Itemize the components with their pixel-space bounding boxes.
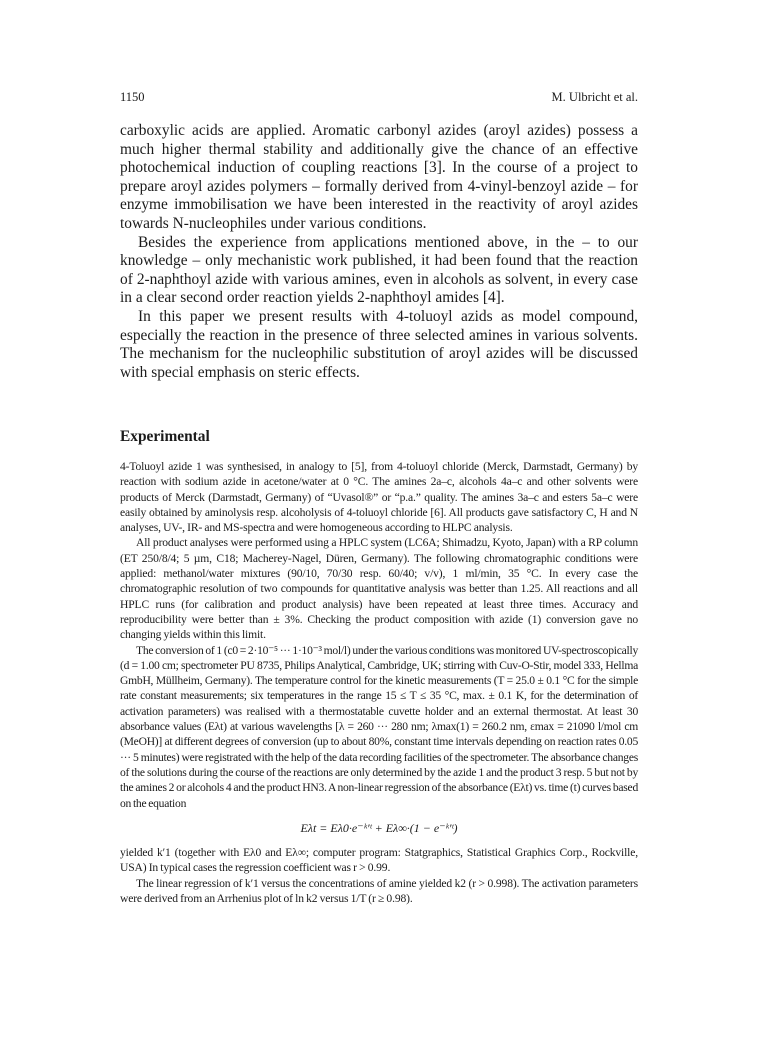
running-author: M. Ulbricht et al. [551, 90, 638, 104]
result-paragraph: yielded k′1 (together with Eλ0 and Eλ∞; computer program: Statgraphics, Statistical Graphics Corp., Rockville, USA) In typical cases the regression coefficient was r > 0.99. [120, 846, 638, 875]
page-number: 1150 [120, 90, 145, 104]
intro-text [120, 122, 638, 382]
experimental-paragraph: The conversion of 1 (c0 = 2·10⁻⁵ ··· 1·10⁻³ mol/l) under the various conditions was monitored UV-spectroscopically (d = 1.00 cm; spectrometer PU 8735, Philips Analytical, Cambridge, UK; stirring with Cuv-O-Stir, model 333, Hellma GmbH, Müllheim, Germany). The temperature control for the kinetic measurements (T = 25.0 ± 0.1 °C for the simple rate constant measurements; six temperatures in the range 15 ≤ T ≤ 35 °C, max. ± 0.1 K, for the determination of activation parameters) was realised with a thermostatable cuvette holder and an external thermostat. At least 30 absorbance values (Eλt) at various wavelengths [λ = 260 ··· 280 nm; λmax(1) = 260.2 nm, εmax = 21090 l/mol cm (MeOH)] at different degrees of conversion (up to about 80%, constant time intervals depending on reaction rates 0.05 ··· 5 minutes) were registrated with the help of the data recording facilities of the spectrometer. The absorbance changes of the solutions during the course of the reactions are only determined by the azide 1 and the product 3 resp. 5 but not by the amines 2 or alcohols 4 and the product HN3. A non-linear regression of the absorbance (Eλt) vs. time (t) curves based on the equation [120, 643, 638, 810]
experimental-paragraph: All product analyses were performed using a HPLC system (LC6A; Shimadzu, Kyoto, Japan) with a RP column (ET 250/8/4; 5 µm, C18; Macherey-Nagel, Düren, Germany). The following chromatographic conditions were applied: methanol/water mixtures (90/10, 70/30 resp. 60/40; v/v), 1 ml/min, 35 °C. In every case the chromatographic resolution of two compounds for quantitative analysis was better than 1.25. All reactions and all HPLC runs (for calibration and product analysis) have been repeated at least three times. Accuracy and reproducibility were better than ± 3%. Checking the product composition with azide (1) conversion gave no changing yields within this limit. [120, 536, 638, 642]
regression-equation: Eλt = Eλ0·e⁻ᵏ′ᵗ + Eλ∞·(1 − e⁻ᵏ′ᵗ) [300, 820, 458, 835]
experimental-paragraph: 4-Toluoyl azide 1 was synthesised, in analogy to [5], from 4-toluoyl chloride (Merck, Darmstadt, Germany) by reaction with sodium azide in acetone/water at 0 °C. The amines 2a–c, alcohols 4a–c and other solvents were products of Merck (Darmstadt, Germany) of “Uvasol®” or “p.a.” quality. The amines 3a–c and esters 5a–c were easily obtained by aminolysis resp. alcoholysis of 4-toluoyl chloride [6]. All products gave satisfactory C, H and N analyses, UV-, IR- and MS-spectra and were homogeneous according to HLPC analysis. [120, 460, 638, 535]
experimental-text [120, 459, 638, 906]
result-paragraph: The linear regression of k′1 versus the concentrations of amine yielded k2 (r > 0.998). The activation parameters were derived from an Arrhenius plot of ln k2 versus 1/T (r ≥ 0.98). [120, 876, 638, 906]
section-heading: Experimental [120, 428, 210, 445]
intro-paragraph: In this paper we present results with 4-toluoyl azids as model compound, especially the reaction in the presence of three selected amines in various solvents. The mechanism for the nucleophilic substitution of aroyl azides will be discussed with special emphasis on steric effects. [120, 307, 638, 381]
intro-paragraph: carboxylic acids are applied. Aromatic carbonyl azides (aroyl azides) possess a much higher thermal stability and additionally give the chance of an effective photochemical induction of coupling reactions [3]. In the course of a project to prepare aroyl azides polymers – formally derived from 4-vinyl-benzoyl azide – for enzyme immobilisation we have been interested in the reactivity of aroyl azides towards N-nucleophiles under various conditions. [120, 122, 638, 232]
intro-paragraph: Besides the experience from applications mentioned above, in the – to our knowledge – only mechanistic work published, it had been found that the reaction of 2-naphthoyl azide with various amines, even in alcohols as solvent, in every case in a clear second order reaction yields 2-naphthoyl amides [4]. [120, 233, 638, 307]
page-header [120, 90, 638, 110]
